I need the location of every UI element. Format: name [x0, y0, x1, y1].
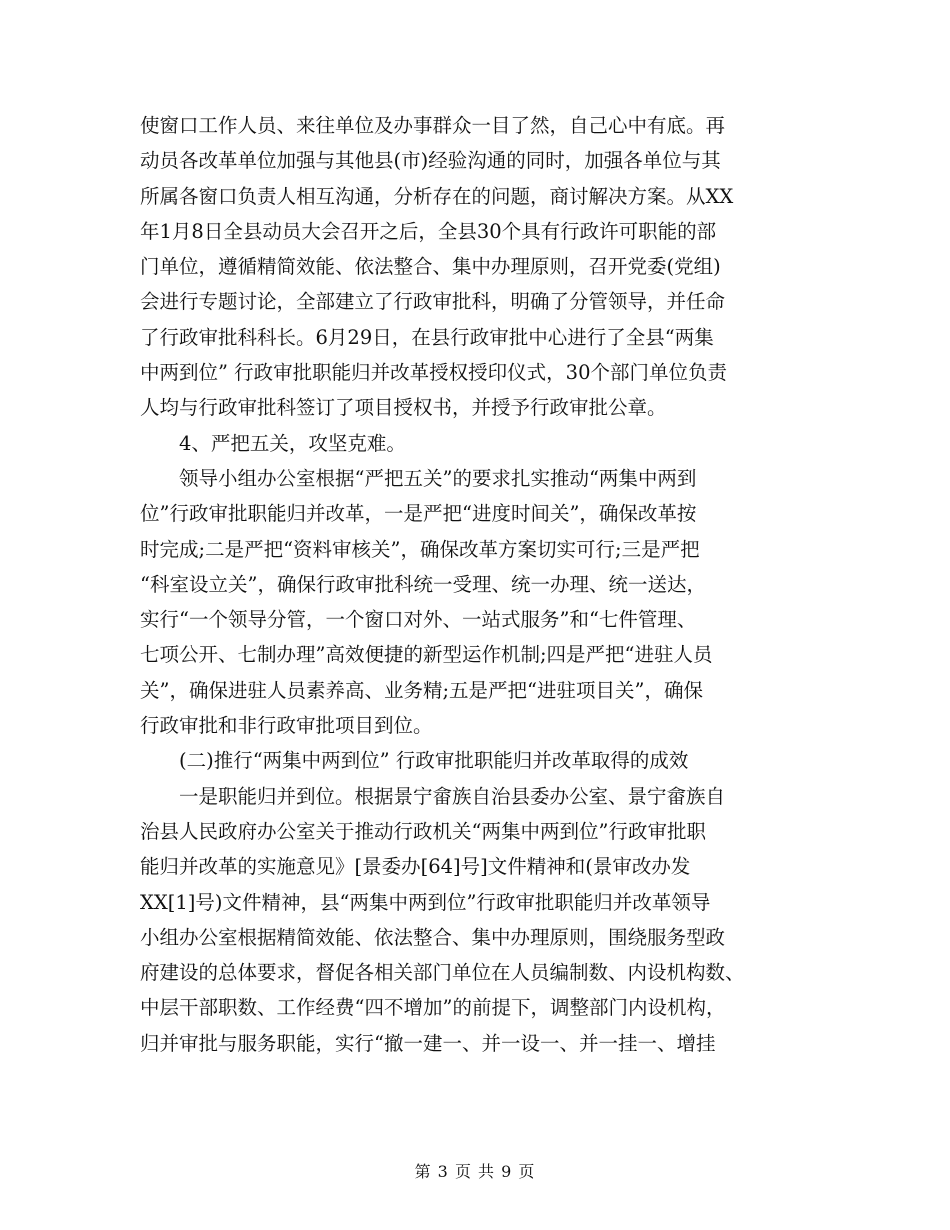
- text-line: 动员各改革单位加强与其他县(市)经验沟通的同时，加强各单位与其: [140, 149, 721, 173]
- text-line: “科室设立关”，确保行政审批科统一受理、统一办理、统一送达，: [140, 572, 706, 596]
- text-line: 年1月8日全县动员大会召开之后，全县30个具有行政许可职能的部: [140, 219, 717, 243]
- text-line: 小组办公室根据精简效能、依法整合、集中办理原则，围绕服务型政: [140, 925, 726, 949]
- text-line: 使窗口工作人员、来往单位及办事群众一目了然，自己心中有底。再: [140, 114, 726, 137]
- text-line: 治县人民政府办公室关于推动行政机关“两集中两到位”行政审批职: [140, 819, 706, 843]
- text-line: XX[1]号)文件精神，县“两集中两到位”行政审批职能归并改革领导: [140, 890, 711, 914]
- text-line: 会进行专题讨论，全部建立了行政审批科，明确了分管领导，并任命: [140, 290, 726, 314]
- text-line: 了行政审批科科长。6月29日，在县行政审批中心进行了全县“两集: [140, 325, 714, 349]
- text-line: 中层干部职数、工作经费“四不增加”的前提下，调整部门内设机构，: [140, 996, 726, 1020]
- text-line: 领导小组办公室根据“严把五关”的要求扎实推动“两集中两到: [179, 466, 697, 490]
- text-line: 人均与行政审批科签订了项目授权书，并授予行政审批公章。: [140, 396, 667, 420]
- section-heading: 4、严把五关，攻坚克难。: [179, 431, 406, 455]
- text-line: 关”，确保进驻人员素养高、业务精;五是严把“进驻项目关”，确保: [140, 678, 703, 702]
- text-line: 能归并改革的实施意见》[景委办[64]号]文件精神和(景审改办发: [140, 855, 691, 879]
- text-line: 门单位，遵循精简效能、依法整合、集中办理原则，召开党委(党组): [140, 255, 721, 279]
- text-line: 七项公开、七制办理”高效便捷的新型运作机制;四是严把“进驻人员: [140, 643, 713, 667]
- text-line: 一是职能归并到位。根据景宁畲族自治县委办公室、景宁畲族自: [179, 784, 726, 808]
- page-number-footer: 第 3 页 共 9 页: [414, 1162, 536, 1181]
- text-line: 归并审批与服务职能，实行“撤一建一、并一设一、并一挂一、增挂: [140, 1031, 716, 1055]
- section-heading: (二)推行“两集中两到位” 行政审批职能归并改革取得的成效: [179, 749, 689, 773]
- text-line: 位”行政审批职能归并改革，一是严把“进度时间关”，确保改革按: [140, 502, 697, 526]
- text-line: 实行“一个领导分管，一个窗口对外、一站式服务”和“七件管理、: [140, 608, 697, 632]
- text-line: 府建设的总体要求，督促各相关部门单位在人员编制数、内设机构数、: [140, 961, 745, 985]
- text-line: 中两到位” 行政审批职能归并改革授权授印仪式，30个部门单位负责: [140, 361, 727, 385]
- document-body: [140, 108, 815, 1061]
- text-line: 时完成;二是严把“资料审核关”，确保改革方案切实可行;三是严把: [140, 537, 700, 561]
- text-line: 行政审批和非行政审批项目到位。: [140, 714, 433, 738]
- text-line: 所属各窗口负责人相互沟通，分析存在的问题，商讨解决方案。从XX: [140, 184, 734, 208]
